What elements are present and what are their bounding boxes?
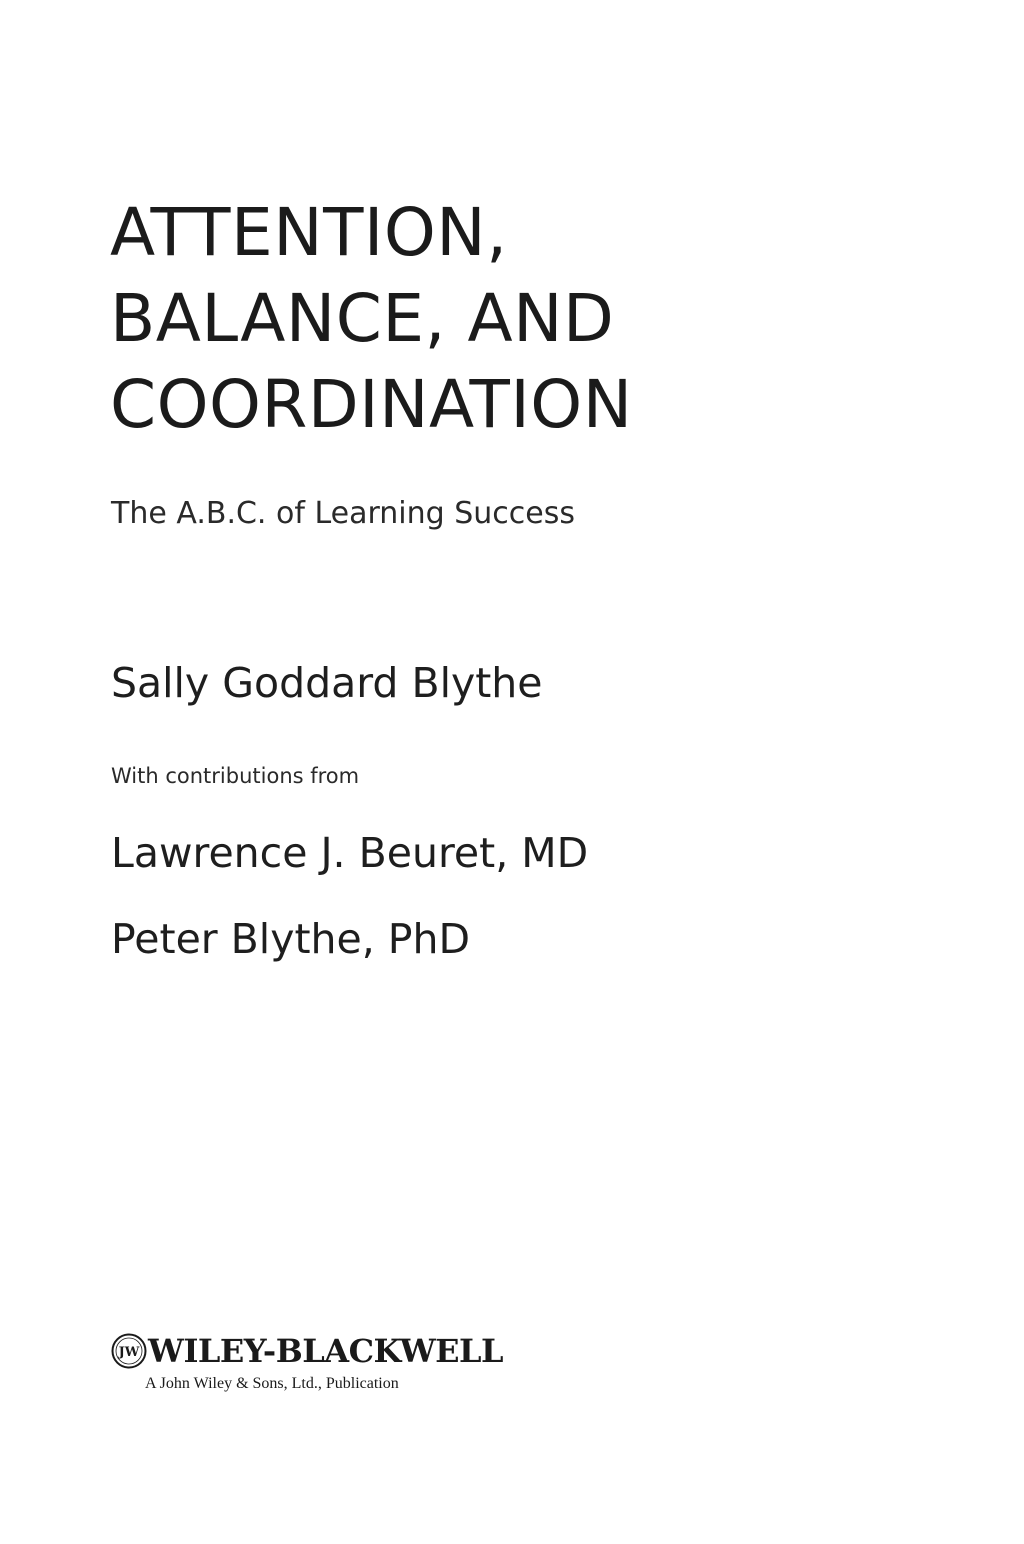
contributor-beuret: Lawrence J. Beuret, MD	[111, 829, 589, 877]
publisher-tagline: A John Wiley & Sons, Ltd., Publication	[145, 1375, 399, 1392]
publisher-imprint	[110, 1330, 530, 1400]
book-subtitle: The A.B.C. of Learning Success	[111, 496, 575, 531]
book-author: Sally Goddard Blythe	[111, 659, 543, 707]
publisher-name: WILEY-BLACKWELL	[148, 1332, 504, 1370]
book-title-line-3: COORDINATION	[110, 366, 633, 443]
contributions-label: With contributions from	[111, 764, 360, 788]
wiley-logo-text: JW	[118, 1345, 140, 1360]
book-title-line-2: BALANCE, AND	[110, 280, 615, 357]
wiley-logo-icon	[110, 1332, 148, 1370]
contributor-blythe: Peter Blythe, PhD	[111, 915, 471, 963]
book-title-line-1: ATTENTION,	[110, 194, 508, 271]
book-title	[110, 190, 633, 448]
